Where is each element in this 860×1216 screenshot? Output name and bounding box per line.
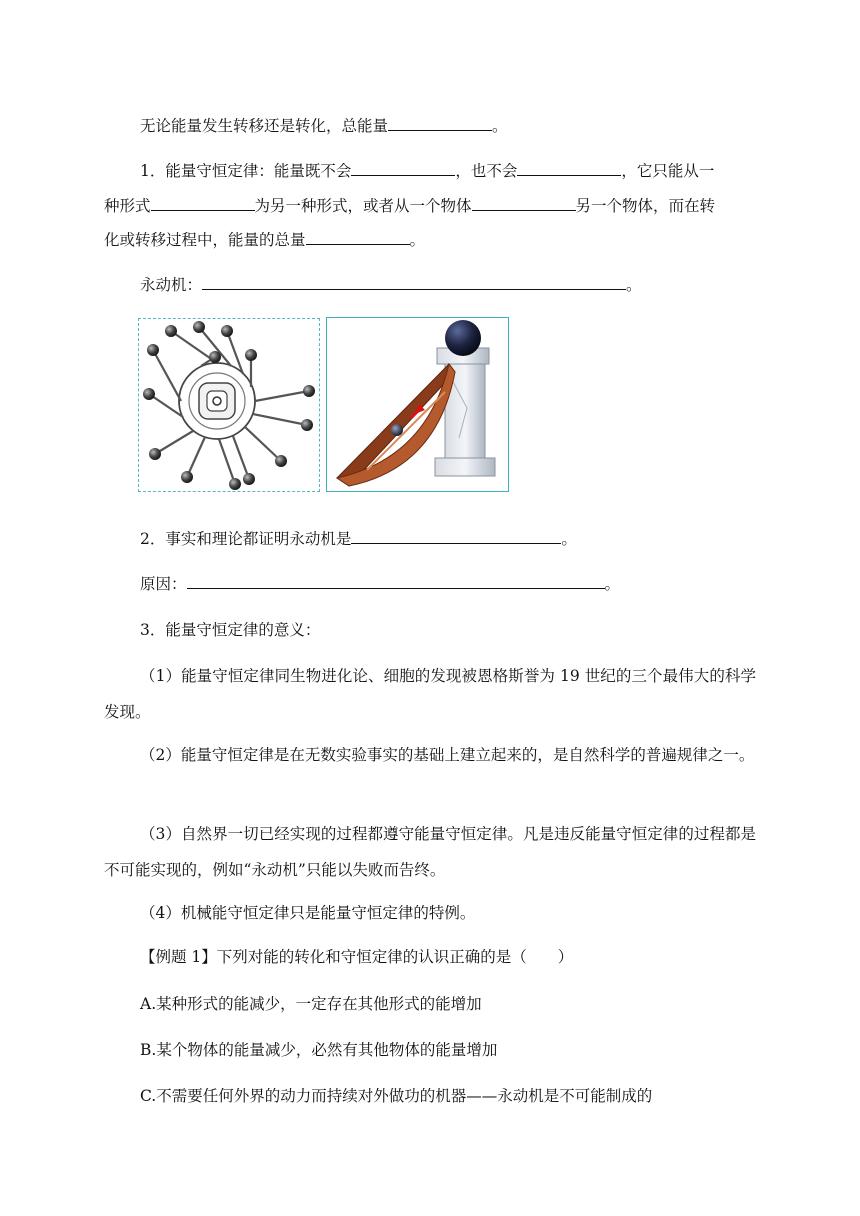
law-text-2: ，也不会	[455, 162, 518, 180]
intro-end: 。	[492, 117, 508, 135]
perpetual-line	[140, 273, 642, 296]
example-option-a: A.某种形式的能减少，一定存在其他形式的能增加	[140, 995, 482, 1013]
perpetual-end: 。	[626, 276, 642, 294]
fact-line	[140, 527, 577, 550]
example-question: 下列对能的转化和守恒定律的认识正确的是（ ）	[216, 948, 574, 966]
blank-reason	[187, 572, 605, 589]
figure-wheel	[138, 318, 320, 492]
law-text-8: 。	[409, 231, 426, 249]
blank-vanish	[517, 159, 621, 176]
magnet-ramp-icon	[327, 318, 507, 490]
blank-transfer	[472, 194, 576, 211]
figure-magnet-ramp	[326, 317, 509, 492]
reason-end: 。	[604, 575, 621, 593]
law-text-1: 1．能量守恒定律：能量既不会	[140, 162, 352, 180]
law-text-3: ，它只能从一	[621, 162, 715, 180]
significance-item-1: （1）能量守恒定律同生物进化论、细胞的发现被恩格斯誉为 19 世纪的三个最伟大的科学发现。	[104, 667, 756, 721]
law-text-5: 为另一种形式，或者从一个物体	[254, 197, 472, 215]
fact-end: 。	[561, 530, 577, 548]
significance-title: 3．能量守恒定律的意义：	[140, 621, 321, 639]
law-text-4: 种形式	[104, 197, 151, 215]
reason-line	[140, 572, 620, 595]
perpetual-wheel-icon	[139, 319, 319, 491]
blank-create	[351, 159, 455, 176]
blank-total	[306, 228, 410, 245]
law-text-6: 另一个物体，而在转	[575, 197, 716, 215]
fact-text: 2．事实和理论都证明永动机是	[140, 530, 352, 548]
law-line-2	[104, 194, 715, 217]
law-text-7: 化或转移过程中，能量的总量	[104, 231, 306, 249]
significance-item-2: （2）能量守恒定律是在无数实验事实的基础上建立起来的，是自然科学的普遍规律之一。	[140, 746, 755, 764]
example-line	[140, 946, 573, 968]
intro-line	[140, 114, 508, 137]
example-option-b: B.某个物体的能量减少，必然有其他物体的能量增加	[140, 1041, 498, 1059]
blank-convert	[151, 194, 255, 211]
example-option-c: C.不需要任何外界的动力而持续对外做功的机器——永动机是不可能制成的	[140, 1087, 653, 1105]
intro-text: 无论能量发生转移还是转化，总能量	[140, 117, 389, 135]
blank-total-energy	[388, 114, 492, 131]
law-line-1	[140, 159, 714, 182]
blank-perpetual	[202, 273, 626, 290]
reason-label: 原因：	[140, 575, 187, 593]
significance-item-3: （3）自然界一切已经实现的过程都遵守能量守恒定律。凡是违反能量守恒定律的过程都是不可能实现的，例如“永动机”只能以失败而告终。	[104, 825, 756, 879]
perpetual-label: 永动机：	[140, 276, 203, 294]
law-line-3	[104, 228, 425, 251]
example-label: 【例题 1】	[140, 948, 217, 966]
blank-impossible	[351, 527, 561, 544]
significance-item-4: （4）机械能守恒定律只是能量守恒定律的特例。	[140, 904, 476, 922]
